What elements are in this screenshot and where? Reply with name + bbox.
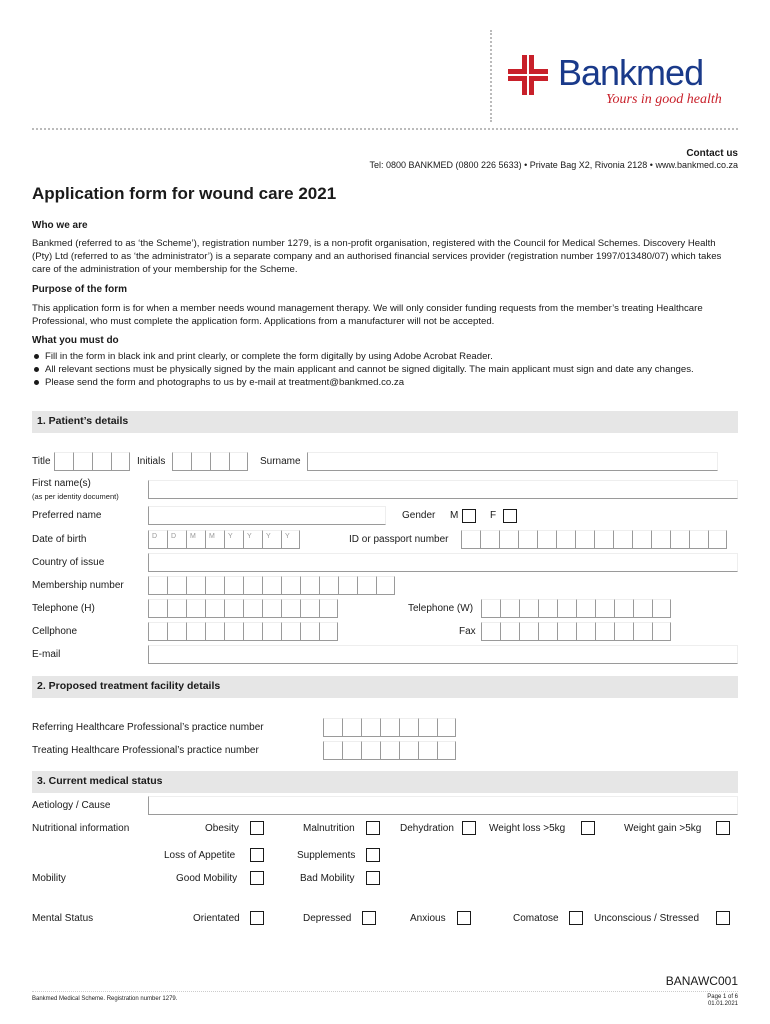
loss-appetite-checkbox[interactable] [250,848,264,862]
section-patient-details: 1. Patient’s details [32,411,738,433]
nutritional-label: Nutritional information [32,823,130,834]
fax-input[interactable] [481,622,671,641]
list-item: Please send the form and photographs to us by e-mail at treatment@bankmed.co.za [32,376,738,389]
initials-label: Initials [137,456,166,467]
contact-title: Contact us [686,148,738,159]
surname-input[interactable] [307,452,718,471]
tel-w-input[interactable] [481,599,671,618]
fax-label: Fax [459,626,476,637]
anxious-checkbox[interactable] [457,911,471,925]
purpose-heading: Purpose of the form [32,284,128,295]
who-text: Bankmed (referred to as ‘the Scheme’), registration number 1279, is a non-profit organisation, registered with the Council for Medical Schemes. Discovery Health (Pty) Ltd (referred to as ‘the administrator’) is a separate company and an authorised financial services provider (registration number 1997/013480/07) which takes care of the administration of your membership for the Scheme. [32,238,722,275]
malnutrition-label: Malnutrition [303,823,355,834]
good-mobility-label: Good Mobility [176,873,238,884]
membership-input[interactable] [148,576,395,595]
mobility-label: Mobility [32,873,66,884]
dob-input[interactable]: D D M M Y Y Y Y [148,530,300,549]
aetiology-input[interactable] [148,796,738,815]
id-passport-label: ID or passport number [349,534,449,545]
footer-divider [32,991,738,992]
anxious-label: Anxious [410,913,446,924]
country-label: Country of issue [32,557,105,568]
gender-m-label: M [450,510,459,521]
good-mobility-checkbox[interactable] [250,871,264,885]
country-input[interactable] [148,553,738,572]
tel-h-label: Telephone (H) [32,603,95,614]
must-do-list [32,350,738,389]
list-item: Fill in the form in black ink and print clearly, or complete the form digitally by using Adobe Acrobat Reader. [32,350,738,363]
aetiology-label: Aetiology / Cause [32,800,111,811]
comatose-checkbox[interactable] [569,911,583,925]
weight-gain-label: Weight gain >5kg [624,823,702,834]
supplements-label: Supplements [297,850,356,861]
initials-input[interactable] [172,452,248,471]
footer-registration: Bankmed Medical Scheme. Registration number 1279. [32,996,178,1002]
first-names-label: First name(s) [32,478,91,489]
preferred-name-input[interactable] [148,506,386,525]
obesity-checkbox[interactable] [250,821,264,835]
referring-practice-input[interactable] [323,718,456,737]
bad-mobility-checkbox[interactable] [366,871,380,885]
tel-h-input[interactable] [148,599,338,618]
unconscious-label: Unconscious / Stressed [594,913,700,924]
dob-label: Date of birth [32,534,87,545]
depressed-label: Depressed [303,913,352,924]
must-do-heading: What you must do [32,335,119,346]
obesity-label: Obesity [205,823,239,834]
gender-f-label: F [490,510,497,521]
treating-practice-label: Treating Healthcare Professional’s practice number [32,745,259,756]
section-medical-status: 3. Current medical status [32,771,738,793]
cellphone-label: Cellphone [32,626,78,637]
malnutrition-checkbox[interactable] [366,821,380,835]
supplements-checkbox[interactable] [366,848,380,862]
referring-practice-label: Referring Healthcare Professional’s practice number [32,722,264,733]
membership-label: Membership number [32,580,124,591]
brand-tagline: Yours in good health [606,92,722,107]
weight-gain-checkbox[interactable] [716,821,730,835]
bad-mobility-label: Bad Mobility [300,873,355,884]
page-number: Page 1 of 6 [707,994,738,1000]
comatose-label: Comatose [513,913,559,924]
orientated-checkbox[interactable] [250,911,264,925]
weight-loss-checkbox[interactable] [581,821,595,835]
cellphone-input[interactable] [148,622,338,641]
list-item: All relevant sections must be physically signed by the main applicant and cannot be signed digitally. The main applicant must sign and date any changes. [32,363,738,376]
form-date: 01.01.2021 [707,1001,738,1007]
preferred-name-label: Preferred name [32,510,102,521]
depressed-checkbox[interactable] [362,911,376,925]
purpose-text: This application form is for when a member needs wound management therapy. We will only consider funding requests from the member’s treating Healthcare Professional, who must complete the application form. Applications from a manufacturer will not be accepted. [32,303,703,327]
who-heading: Who we are [32,220,88,231]
weight-loss-label: Weight loss >5kg [489,823,566,834]
page-title: Application form for wound care 2021 [32,184,337,203]
loss-appetite-label: Loss of Appetite [164,850,236,861]
first-names-input[interactable] [148,480,738,499]
unconscious-checkbox[interactable] [716,911,730,925]
dehydration-label: Dehydration [400,823,454,834]
email-input[interactable] [148,645,738,664]
title-input[interactable] [54,452,130,471]
section-treatment-facility: 2. Proposed treatment facility details [32,676,738,698]
title-label: Title [32,456,51,467]
email-label: E-mail [32,649,61,660]
gender-label: Gender [402,510,436,521]
treating-practice-input[interactable] [323,741,456,760]
dehydration-checkbox[interactable] [462,821,476,835]
surname-label: Surname [260,456,301,467]
tel-w-label: Telephone (W) [408,603,474,614]
gender-m-checkbox[interactable] [462,509,476,523]
id-passport-input[interactable] [461,530,727,549]
contact-details: Tel: 0800 BANKMED (0800 226 5633) • Private Bag X2, Rivonia 2128 • www.bankmed.co.za [369,160,738,170]
first-names-note: (as per identity document) [32,492,119,501]
header-divider-vertical [490,30,492,122]
brand-name: Bankmed [558,52,704,93]
form-code: BANAWC001 [665,974,738,988]
orientated-label: Orientated [193,913,240,924]
mental-status-label: Mental Status [32,913,94,924]
header-divider-horizontal [32,128,738,130]
bankmed-cross-logo-icon [506,53,550,97]
gender-f-checkbox[interactable] [503,509,517,523]
footer-page-info [707,994,738,1008]
